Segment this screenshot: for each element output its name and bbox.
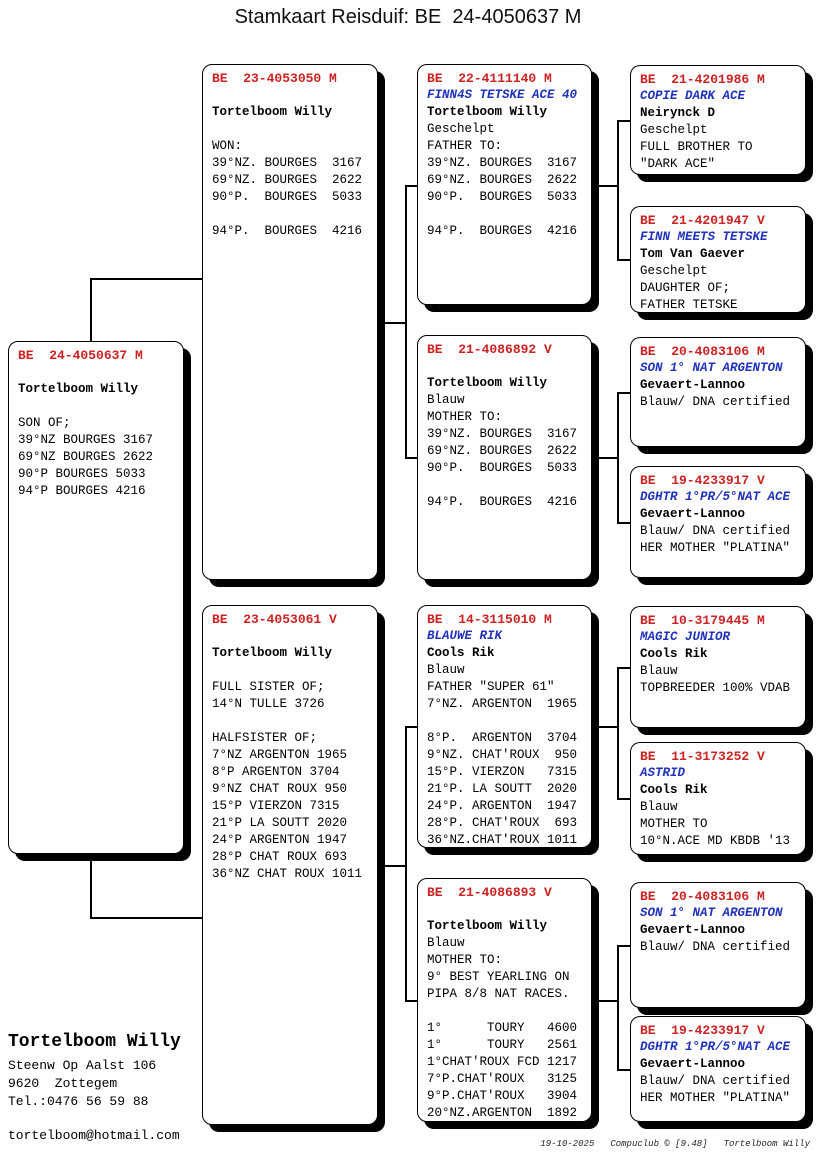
box-line: Geschelpt	[427, 122, 495, 136]
ring-number: BE 20-4083106 M	[640, 344, 765, 359]
connector-line	[90, 278, 203, 280]
connector-line	[617, 667, 619, 800]
box-line: FATHER TO:	[427, 139, 503, 153]
box-line: Tortelboom Willy	[18, 382, 139, 396]
ring-number: BE 23-4053050 M	[212, 71, 337, 86]
owner-phone: Tel.:0476 56 59 88	[8, 1094, 149, 1109]
box-line: 69°NZ BOURGES 2622	[18, 450, 154, 464]
box-line: Tortelboom Willy	[427, 919, 548, 933]
box-line: 90°P. BOURGES 5033	[212, 190, 363, 204]
box-line: Blauw	[640, 664, 678, 678]
pedigree-box-great-grandsire-4	[630, 882, 806, 1008]
pedigree-box-maternal-granddam	[417, 878, 592, 1122]
footer-software: Compuclub © [9.48]	[610, 1139, 708, 1149]
box-line: 1°CHAT'ROUX FCD 1217	[427, 1055, 578, 1069]
box-line: 39°NZ. BOURGES 3167	[427, 156, 578, 170]
box-line: HALFSISTER OF;	[212, 731, 318, 745]
box-line: Geschelpt	[640, 123, 708, 137]
owner-address-line1: Steenw Op Aalst 106	[8, 1058, 157, 1073]
box-line: FATHER TETSKE	[640, 298, 738, 312]
ring-number: BE 10-3179445 M	[640, 613, 765, 628]
box-line: 8°P ARGENTON 3704	[212, 765, 340, 779]
connector-line	[592, 726, 618, 728]
box-line: 90°P BOURGES 5033	[18, 467, 146, 481]
ring-number: BE 21-4201986 M	[640, 72, 765, 87]
ring-number: BE 23-4053061 V	[212, 612, 337, 627]
box-line: 36°NZ CHAT ROUX 1011	[212, 867, 363, 881]
pedigree-box-maternal-grandsire	[417, 605, 592, 848]
ring-number: BE 21-4086892 V	[427, 342, 552, 357]
connector-line	[405, 726, 407, 1002]
pedigree-box-great-grandsire-3	[630, 606, 806, 728]
box-line: Tortelboom Willy	[212, 646, 333, 660]
connector-line	[617, 667, 631, 669]
box-line: COPIE DARK ACE	[640, 89, 746, 103]
box-line: Blauw/ DNA certified	[640, 1074, 791, 1088]
box-line: 1° TOURY 4600	[427, 1021, 578, 1035]
box-line: 28°P. CHAT'ROUX 693	[427, 816, 578, 830]
pedigree-box-great-granddam-2	[630, 466, 806, 578]
owner-name: Tortelboom Willy	[8, 1032, 181, 1052]
box-line: 10°N.ACE MD KBDB '13	[640, 834, 791, 848]
box-line: Neirynck D	[640, 106, 716, 120]
box-line: 7°P.CHAT'ROUX 3125	[427, 1072, 578, 1086]
connector-line	[617, 1069, 631, 1071]
connector-line	[592, 457, 618, 459]
connector-line	[617, 120, 619, 261]
box-line	[212, 662, 373, 679]
box-line: MOTHER TO:	[427, 410, 503, 424]
box-line: 7°NZ. ARGENTON 1965	[427, 697, 578, 711]
box-line	[427, 477, 587, 494]
box-line: Tom Van Gaever	[640, 247, 746, 261]
box-line: MAGIC JUNIOR	[640, 630, 731, 644]
box-line: 90°P. BOURGES 5033	[427, 461, 578, 475]
box-line: 21°P LA SOUTT 2020	[212, 816, 348, 830]
box-line	[212, 87, 373, 104]
box-line: 39°NZ. BOURGES 3167	[212, 156, 363, 170]
ring-number: BE 11-3173252 V	[640, 749, 765, 764]
box-line: 1° TOURY 2561	[427, 1038, 578, 1052]
pedigree-box-great-granddam-1	[630, 206, 806, 313]
box-line: Blauw/ DNA certified	[640, 940, 791, 954]
box-line: Gevaert-Lannoo	[640, 378, 746, 392]
box-line: 94°P. BOURGES 4216	[427, 495, 578, 509]
box-line: Blauw/ DNA certified	[640, 524, 791, 538]
box-line	[212, 628, 373, 645]
owner-address-line2: 9620 Zottegem	[8, 1076, 118, 1091]
box-line: SON 1° NAT ARGENTON	[640, 906, 783, 920]
box-line: 14°N TULLE 3726	[212, 697, 325, 711]
box-line: WON:	[212, 139, 243, 153]
pedigree-box-great-granddam-3	[630, 742, 806, 855]
box-line: MOTHER TO	[640, 817, 708, 831]
connector-line	[592, 185, 618, 187]
box-line: FULL SISTER OF;	[212, 680, 325, 694]
box-line: 39°NZ BOURGES 3167	[18, 433, 154, 447]
box-line: Blauw	[427, 663, 465, 677]
connector-line	[617, 945, 619, 1071]
box-line: 7°NZ ARGENTON 1965	[212, 748, 348, 762]
box-line: Tortelboom Willy	[427, 105, 548, 119]
pedigree-box-paternal-granddam	[417, 335, 592, 580]
connector-line	[617, 798, 631, 800]
page-title: Stamkaart Reisduif: BE 24-4050637 M	[234, 6, 582, 28]
box-line: 20°NZ.ARGENTON 1892	[427, 1106, 578, 1120]
box-line: HER MOTHER "PLATINA"	[640, 541, 791, 555]
box-line: 9° BEST YEARLING ON	[427, 970, 570, 984]
footer-owner: Tortelboom Willy	[723, 1139, 810, 1149]
box-line: Tortelboom Willy	[212, 105, 333, 119]
box-line: 21°P. LA SOUTT 2020	[427, 782, 578, 796]
connector-line	[592, 1000, 618, 1002]
ring-number: BE 24-4050637 M	[18, 348, 143, 363]
box-line: 36°NZ.CHAT'ROUX 1011	[427, 833, 578, 847]
connector-line	[378, 865, 406, 867]
pedigree-box-subject	[8, 341, 184, 854]
ring-number: BE 21-4201947 V	[640, 213, 765, 228]
ring-number: BE 21-4086893 V	[427, 885, 552, 900]
connector-line	[90, 917, 203, 919]
connector-line	[617, 259, 631, 261]
box-line: MOTHER TO:	[427, 953, 503, 967]
box-line	[427, 713, 587, 730]
box-line: Cools Rik	[427, 646, 495, 660]
pedigree-box-great-granddam-4	[630, 1016, 806, 1122]
box-line: 69°NZ. BOURGES 2622	[427, 444, 578, 458]
box-line: BLAUWE RIK	[427, 629, 503, 643]
box-line: "DARK ACE"	[640, 157, 716, 171]
box-line: HER MOTHER "PLATINA"	[640, 1091, 791, 1105]
box-line	[212, 121, 373, 138]
connector-line	[617, 392, 631, 394]
owner-email: tortelboom@hotmail.com	[8, 1128, 180, 1143]
footer-credits	[540, 1139, 810, 1149]
box-line: TOPBREEDER 100% VDAB	[640, 681, 791, 695]
box-line: Blauw	[640, 800, 678, 814]
box-line: Cools Rik	[640, 783, 708, 797]
box-line: Blauw	[427, 936, 465, 950]
pedigree-box-dam	[202, 605, 378, 1125]
ring-number: BE 14-3115010 M	[427, 612, 552, 627]
pedigree-box-great-grandsire-1	[630, 65, 806, 175]
box-line: 94°P BOURGES 4216	[18, 484, 146, 498]
box-line: 9°NZ CHAT ROUX 950	[212, 782, 348, 796]
box-line: Blauw/ DNA certified	[640, 395, 791, 409]
box-line: Tortelboom Willy	[427, 376, 548, 390]
box-line: 94°P. BOURGES 4216	[427, 224, 578, 238]
box-line: 69°NZ. BOURGES 2622	[212, 173, 363, 187]
box-line: 39°NZ. BOURGES 3167	[427, 427, 578, 441]
box-line	[427, 358, 587, 375]
box-line	[18, 364, 179, 381]
box-line: DGHTR 1°PR/5°NAT ACE	[640, 490, 791, 504]
connector-line	[617, 120, 631, 122]
box-line: FINN MEETS TETSKE	[640, 230, 768, 244]
connector-line	[617, 945, 631, 947]
box-line: DGHTR 1°PR/5°NAT ACE	[640, 1040, 791, 1054]
box-line	[212, 206, 373, 223]
box-line: Gevaert-Lannoo	[640, 507, 746, 521]
box-line: SON OF;	[18, 416, 71, 430]
connector-line	[378, 322, 406, 324]
box-line	[18, 398, 179, 415]
footer-date: 19-10-2025	[540, 1139, 595, 1149]
box-line: PIPA 8/8 NAT RACES.	[427, 987, 570, 1001]
box-line: Gevaert-Lannoo	[640, 923, 746, 937]
pedigree-box-great-grandsire-2	[630, 337, 806, 447]
box-line: 8°P. ARGENTON 3704	[427, 731, 578, 745]
box-line: SON 1° NAT ARGENTON	[640, 361, 783, 375]
pedigree-box-sire	[202, 64, 378, 580]
box-line: ASTRID	[640, 766, 686, 780]
box-line: 9°NZ. CHAT'ROUX 950	[427, 748, 578, 762]
box-line: Geschelpt	[640, 264, 708, 278]
box-line: Gevaert-Lannoo	[640, 1057, 746, 1071]
box-line: FATHER "SUPER 61"	[427, 680, 555, 694]
box-line: 24°P. ARGENTON 1947	[427, 799, 578, 813]
box-line: 24°P ARGENTON 1947	[212, 833, 348, 847]
ring-number: BE 22-4111140 M	[427, 71, 552, 86]
box-line: FINN4S TETSKE ACE 40	[427, 88, 578, 102]
box-line: 9°P.CHAT'ROUX 3904	[427, 1089, 578, 1103]
box-line: 28°P CHAT ROUX 693	[212, 850, 348, 864]
box-line: Cools Rik	[640, 647, 708, 661]
box-line: Blauw	[427, 393, 465, 407]
ring-number: BE 19-4233917 V	[640, 1023, 765, 1038]
box-line	[427, 1003, 587, 1020]
box-line: FULL BROTHER TO	[640, 140, 753, 154]
box-line	[212, 713, 373, 730]
box-line: 94°P. BOURGES 4216	[212, 224, 363, 238]
box-line: 69°NZ. BOURGES 2622	[427, 173, 578, 187]
box-line: 15°P. VIERZON 7315	[427, 765, 578, 779]
ring-number: BE 19-4233917 V	[640, 473, 765, 488]
pedigree-box-paternal-grandsire	[417, 64, 592, 305]
connector-line	[617, 522, 631, 524]
box-line: DAUGHTER OF;	[640, 281, 731, 295]
box-line: 90°P. BOURGES 5033	[427, 190, 578, 204]
box-line: 15°P VIERZON 7315	[212, 799, 340, 813]
box-line	[427, 206, 587, 223]
box-line	[427, 901, 587, 918]
ring-number: BE 20-4083106 M	[640, 889, 765, 904]
